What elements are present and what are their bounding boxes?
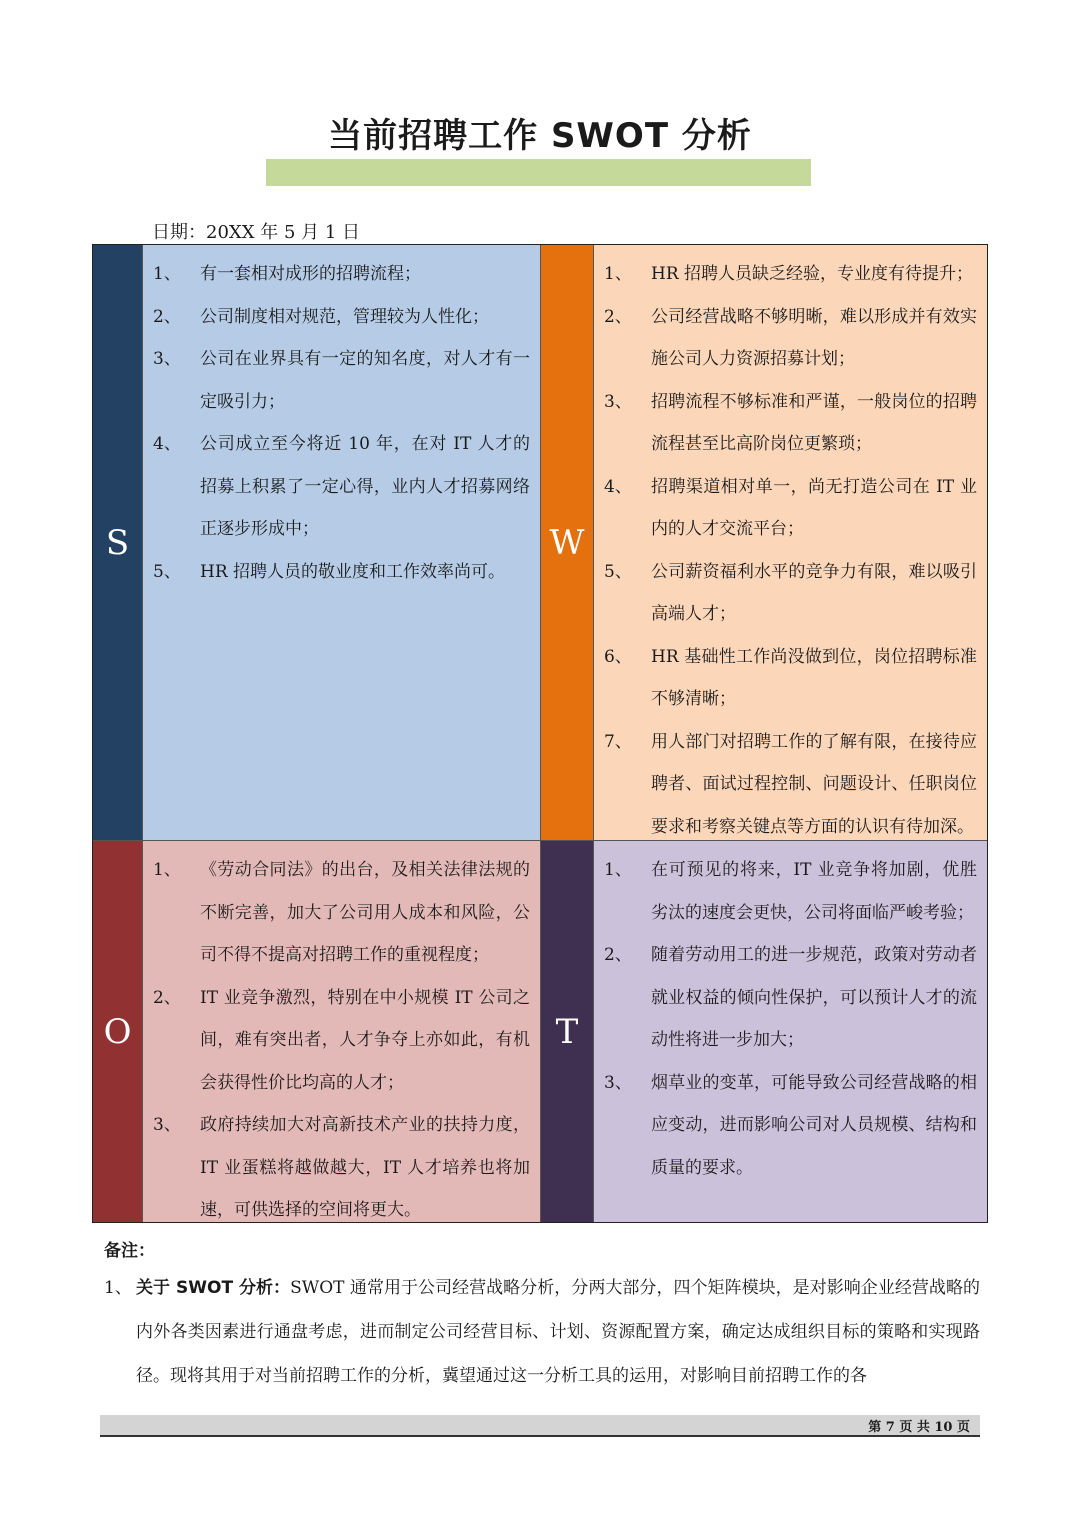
weaknesses-letter-bar [541, 245, 593, 840]
opportunities-letter-bar [93, 841, 142, 1222]
item-number: 4、 [604, 476, 632, 497]
page-footer [100, 1415, 980, 1437]
item-text: 《劳动合同法》的出台，及相关法律法规的不断完善，加大了公司用人成本和风险，公司不得不提高对招聘工作的重视程度； [200, 860, 530, 965]
item-text: HR 招聘人员的敬业度和工作效率尚可。 [200, 561, 506, 582]
list-item [143, 849, 530, 977]
item-number: 2、 [604, 945, 632, 965]
item-number: 5、 [153, 561, 181, 582]
item-number: 2、 [604, 306, 632, 327]
item-number: 1、 [604, 264, 632, 284]
item-text: 公司经营战略不够明晰，难以形成并有效实施公司人力资源招募计划； [651, 306, 977, 369]
item-text: 烟草业的变革，可能导致公司经营战略的相应变动，进而影响公司对人员规模、结构和质量的要求。 [651, 1072, 977, 1178]
list-item [143, 977, 530, 1105]
item-text: 政府持续加大对高新技术产业的扶持力度，IT 业蛋糕将越做越大，IT 人才培养也将加速，可供选择的空间将更大。 [200, 1115, 530, 1220]
threats-list [593, 841, 987, 1222]
list-item [143, 253, 530, 296]
list-item [143, 551, 530, 594]
item-text: IT 业竞争激烈，特别在中小规模 IT 公司之间，难有突出者，人才争夺上亦如此，有机会获得性价比均高的人才； [200, 987, 530, 1093]
list-item [594, 253, 977, 296]
item-number: 6、 [604, 646, 632, 667]
threats-quadrant [540, 840, 987, 1222]
date-line: 日期：20XX 年 5 月 1 日 [152, 222, 361, 243]
item-text: 随着劳动用工的进一步规范，政策对劳动者就业权益的倾向性保护，可以预计人才的流动性将进一步加大； [651, 945, 977, 1050]
item-text: 公司在业界具有一定的知名度，对人才有一定吸引力； [200, 349, 530, 412]
item-number: 3、 [604, 391, 632, 412]
title-underline-bar [266, 159, 811, 186]
list-item [594, 849, 977, 934]
strengths-list [142, 245, 540, 840]
item-text: 用人部门对招聘工作的了解有限，在接待应聘者、面试过程控制、问题设计、任职岗位要求和考察关键点等方面的认识有待加深。 [651, 731, 977, 837]
list-item [143, 296, 530, 339]
note-text: SWOT 通常用于公司经营战略分析，分两大部分，四个矩阵模块，是对影响企业经营战略的内外各类因素进行通盘考虑，进而制定公司经营目标、计划、资源配置方案，确定达成组织目标的策略和实现路径。现将其用于对当前招聘工作的分析，冀望通过这一分析工具的运用，对影响目前招聘工作的各 [136, 1278, 980, 1386]
item-text: 公司成立至今将近 10 年，在对 IT 人才的招募上积累了一定心得，业内人才招募网络正逐步形成中； [200, 434, 530, 539]
item-number: 4、 [153, 434, 181, 454]
item-text: 公司薪资福利水平的竞争力有限，难以吸引高端人才； [651, 561, 977, 624]
weaknesses-letter: W [549, 522, 585, 563]
list-item [143, 338, 530, 423]
list-item [594, 1062, 977, 1190]
item-number: 5、 [604, 561, 632, 582]
item-text: HR 基础性工作尚没做到位，岗位招聘标准不够清晰； [651, 646, 977, 709]
item-text: HR 招聘人员缺乏经验，专业度有待提升； [651, 264, 974, 284]
page-number: 第 7 页 共 10 页 [868, 1420, 970, 1435]
list-item [594, 296, 977, 381]
list-item [594, 721, 977, 849]
item-number: 1、 [153, 264, 181, 284]
list-item [143, 1104, 530, 1232]
note-number: 1、 [104, 1278, 132, 1298]
item-text: 招聘渠道相对单一，尚无打造公司在 IT 业内的人才交流平台； [651, 476, 977, 539]
opportunities-quadrant [93, 840, 540, 1222]
item-number: 3、 [153, 349, 181, 369]
opportunities-letter: O [103, 1011, 132, 1052]
list-item [594, 636, 977, 721]
notes-label: 备注： [104, 1241, 155, 1261]
note-key: 关于 SWOT 分析： [136, 1278, 291, 1298]
strengths-quadrant [93, 245, 540, 840]
item-number: 7、 [604, 731, 632, 752]
item-number: 3、 [604, 1072, 632, 1093]
item-text: 在可预见的将来，IT 业竞争将加剧，优胜劣汰的速度会更快，公司将面临严峻考验； [651, 860, 977, 923]
page-title: 当前招聘工作 SWOT 分析 [328, 116, 752, 156]
weaknesses-list [593, 245, 987, 840]
weaknesses-quadrant [540, 245, 987, 840]
note-item [104, 1266, 980, 1398]
opportunities-list [142, 841, 540, 1222]
threats-letter: T [555, 1011, 579, 1052]
item-text: 有一套相对成形的招聘流程； [200, 264, 421, 284]
list-item [143, 423, 530, 551]
item-number: 1、 [604, 860, 632, 880]
item-number: 1、 [153, 860, 181, 880]
list-item [594, 934, 977, 1062]
swot-matrix [92, 244, 988, 1223]
note-body [136, 1266, 980, 1398]
list-item [594, 551, 977, 636]
item-text: 公司制度相对规范，管理较为人性化； [200, 306, 489, 327]
item-text: 招聘流程不够标准和严谨，一般岗位的招聘流程甚至比高阶岗位更繁琐； [651, 391, 977, 454]
list-item [594, 466, 977, 551]
list-item [594, 381, 977, 466]
item-number: 2、 [153, 987, 181, 1008]
item-number: 3、 [153, 1115, 181, 1135]
strengths-letter-bar [93, 245, 142, 840]
threats-letter-bar [541, 841, 593, 1222]
item-number: 2、 [153, 306, 181, 327]
strengths-letter: S [105, 522, 130, 563]
